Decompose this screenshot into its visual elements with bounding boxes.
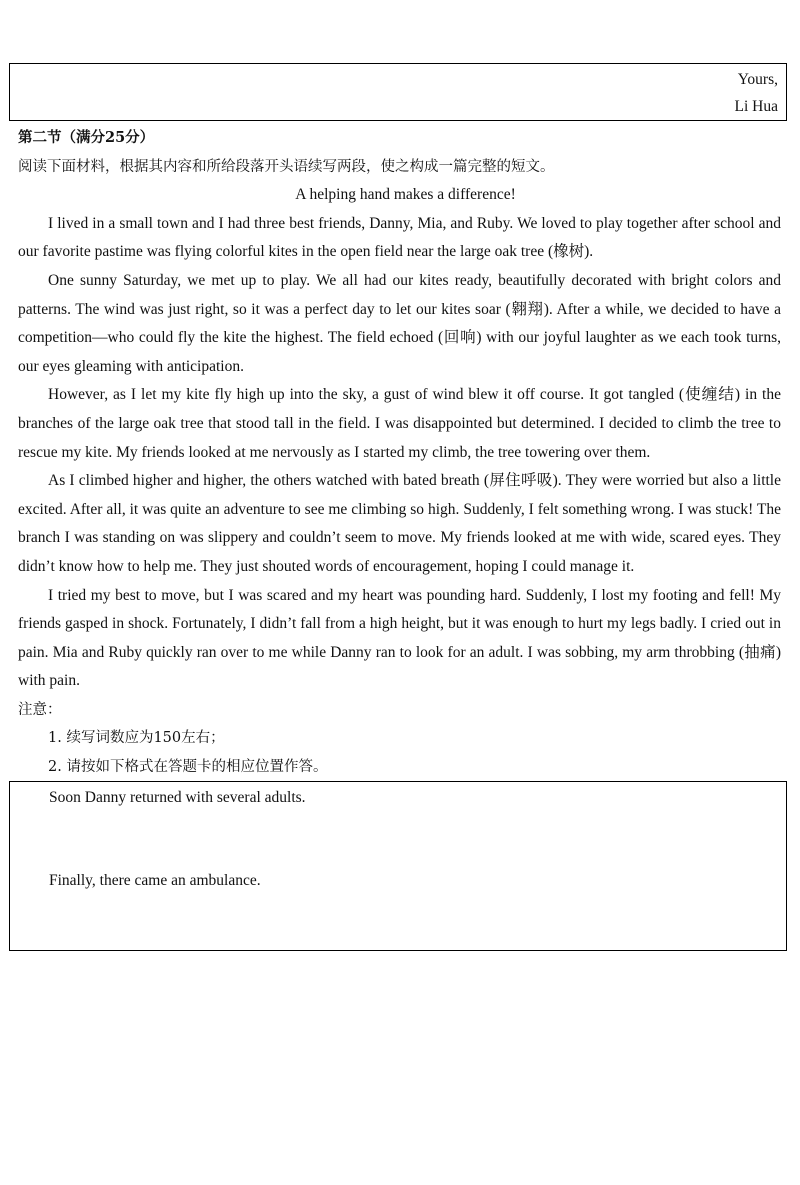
story-title: A helping hand makes a difference! — [295, 186, 516, 204]
paragraph-starter-1: Soon Danny returned with several adults. — [49, 789, 306, 806]
note-item: 2. 请按如下格式在答题卡的相应位置作答。 — [48, 759, 328, 776]
section-title: 第二节（满分25分） — [18, 129, 155, 146]
story-paragraph: I tried my best to move, but I was scared and my heart was pounding hard. Suddenly, I lost my footing and fell! My friends gasped in shock. Fortunately, I didn’t fall from a high height, but it was enough to hurt my legs badly. I cried out in pain. Mia and Ruby quickly ran over to me while Danny ran to look for an adult. I was sobbing, my arm throbbing (抽痛) with pain. — [18, 586, 781, 690]
note-item: 1. 续写词数应为150左右； — [48, 730, 225, 747]
letter-ending-box — [9, 63, 787, 121]
story-paragraph: I lived in a small town and I had three best friends, Danny, Mia, and Ruby. We loved to play together after school and our favorite pastime was flying colorful kites in the open field near the large oak tree (橡树). — [18, 214, 781, 261]
answer-format-box — [9, 781, 787, 951]
paragraph-starter-2: Finally, there came an ambulance. — [49, 872, 261, 889]
story-paragraph: However, as I let my kite fly high up into the sky, a gust of wind blew it off course. It got tangled (使缠结) in the branches of the large oak tree that stood tall in the field. I was disappointed but determined. I decided to climb the tree to rescue my kite. My friends looked at me nervously as I started my climb, the tree towering over them. — [18, 386, 781, 461]
letter-signature: Li Hua — [734, 98, 778, 115]
story-paragraph: One sunny Saturday, we met up to play. We all had our kites ready, beautifully decorated with bright colors and patterns. The wind was just right, so it was a perfect day to let our kites soar (翱翔). After a while, we decided to have a competition—who could fly the kite the highest. The field echoed (回响) with our joyful laughter as we each took turns, our eyes gleaming with anticipation. — [18, 271, 781, 375]
letter-closing: Yours, — [737, 71, 778, 88]
section-content — [18, 124, 781, 782]
notes-label: 注意： — [18, 701, 62, 718]
story-paragraph: As I climbed higher and higher, the others watched with bated breath (屏住呼吸). They were worried but also a little excited. After all, it was quite an adventure to see me climbing so high. Suddenly, I felt something wrong. I was stuck! The branch I was standing on was slippery and couldn’t seem to move. My friends looked at me with wide, scared eyes. They didn’t know how to help me. They just shouted words of encouragement, hoping I could manage it. — [18, 472, 781, 575]
section-instruction: 阅读下面材料，根据其内容和所给段落开头语续写两段，使之构成一篇完整的短文。 — [18, 158, 555, 175]
